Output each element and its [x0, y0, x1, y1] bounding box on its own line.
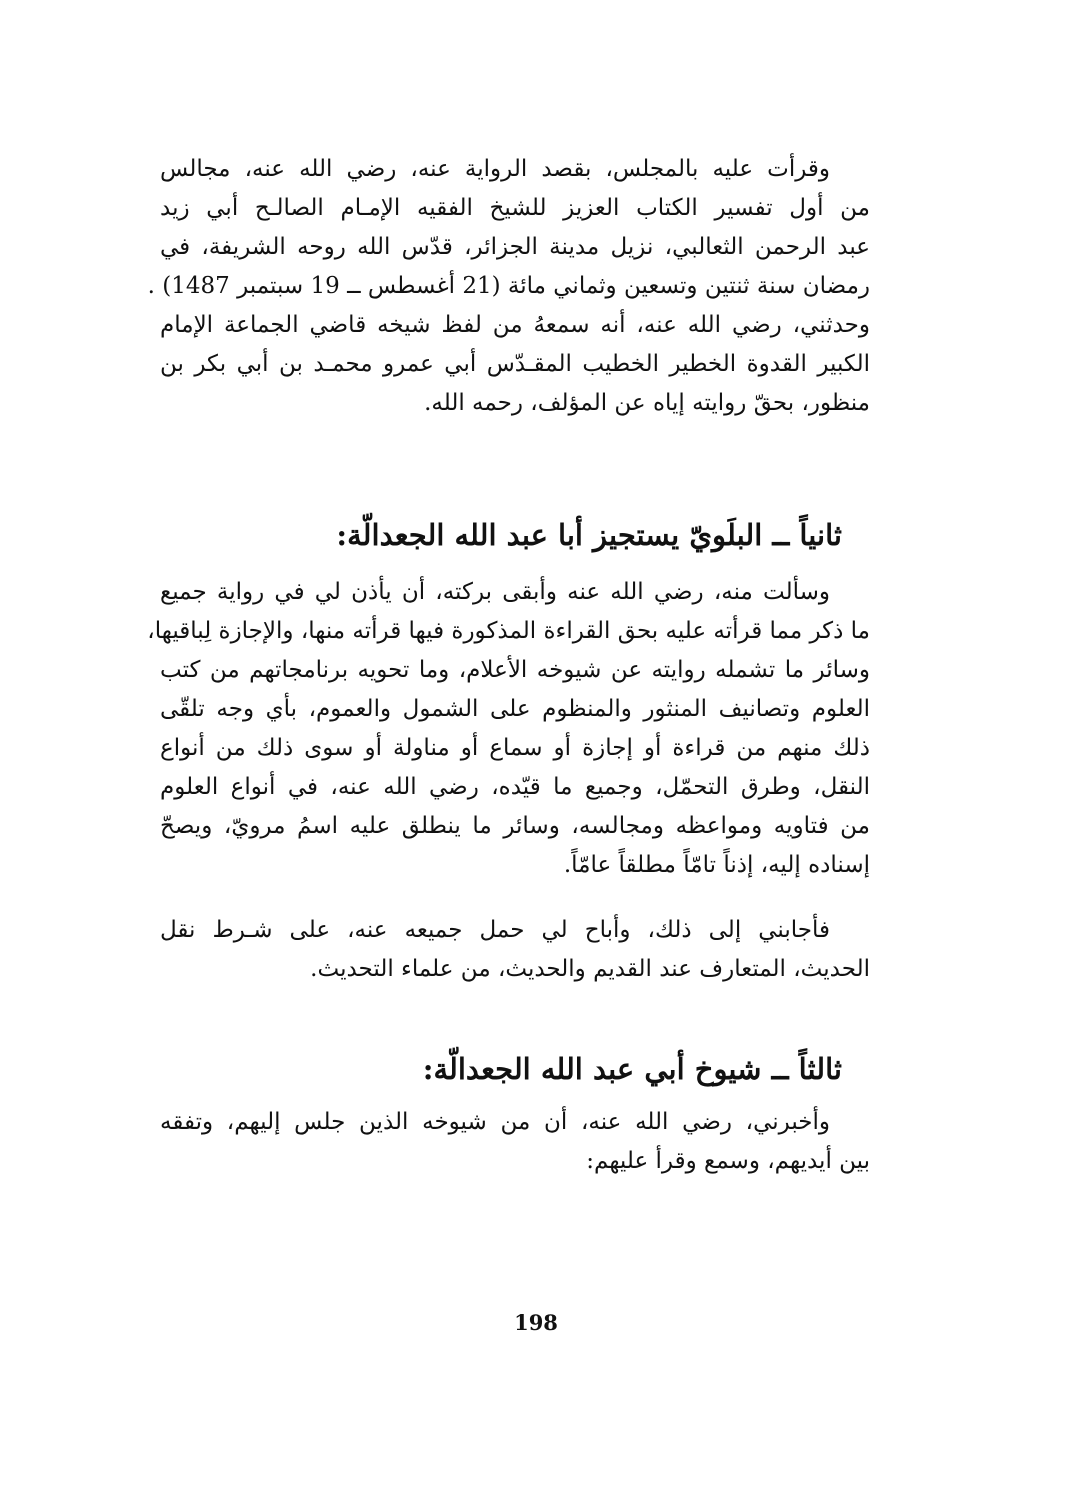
text-line: منظور، بحقّ روايته إياه عن المؤلف، رحمه الله.	[424, 390, 870, 416]
text-line: عبد الرحمن الثعالبي، نزيل مدينة الجزائر، قدّس الله روحه الشريفة، في	[160, 234, 870, 260]
text-line: رمضان سنة ثنتين وتسعين وثماني مائة (21 أغسطس ــ 19 سبتمبر 1487) .	[147, 273, 870, 299]
section-heading-thaniyan: ثانياً ــ البلَويّ يستجيز أبا عبد الله الجعدالّة:	[336, 518, 842, 552]
text-line: وحدثني، رضي الله عنه، أنه سمعهُ من لفظ شيخه قاضي الجماعة الإمام	[160, 312, 870, 338]
text-line: النقل، وطرق التحمّل، وجميع ما قيّده، رضي الله عنه، في أنواع العلوم	[160, 774, 870, 800]
paragraph-shuyukh	[160, 1103, 870, 1181]
text-line: بين أيديهم، وسمع وقرأ عليهم:	[586, 1148, 870, 1174]
text-line: من أول تفسير الكتاب العزيز للشيخ الفقيه الإمـام الصالـح أبي زيد	[160, 195, 870, 221]
text-line: وسألت منه، رضي الله عنه وأبقى بركته، أن يأذن لي في رواية جميع	[160, 579, 830, 605]
text-line: ما ذكر مما قرأته عليه بحق القراءة المذكورة فيها قرأته منها، والإجازة لِباقيها،	[147, 618, 870, 644]
text-line: فأجابني إلى ذلك، وأباح لي حمل جميعه عنه، على شـرط نقل	[160, 917, 830, 943]
text-line: وسائر ما تشمله روايته عن شيوخه الأعلام، وما تحويه برنامجاتهم من كتب	[160, 657, 870, 683]
paragraph-riwaya-tafsir	[147, 142, 870, 423]
text-line: الحديث، المتعارف عند القديم والحديث، من علماء التحديث.	[310, 956, 870, 982]
text-line: العلوم وتصانيف المنثور والمنظوم على الشمول والعموم، بأي وجه تلقّى	[160, 696, 870, 722]
page-body	[147, 142, 870, 1181]
text-line: وقرأت عليه بالمجلس، بقصد الرواية عنه، رضي الله عنه، مجالس	[160, 156, 830, 182]
text-line: الكبير القدوة الخطير الخطيب المقـدّس أبي عمرو محمـد بن أبي بكر بن	[160, 351, 870, 377]
text-line: ذلك منهم من قراءة أو إجازة أو سماع أو مناولة أو سوى ذلك من أنواع	[160, 735, 870, 761]
text-line: وأخبرني، رضي الله عنه، أن من شيوخه الذين جلس إليهم، وتفقه	[160, 1109, 830, 1135]
text-line: من فتاويه ومواعظه ومجالسه، وسائر ما ينطلق عليه اسمُ مرويّ، ويصحّ	[160, 813, 870, 839]
paragraph-ijaba	[160, 911, 870, 989]
section-heading-thalithan: ثالثاً ــ شيوخ أبي عبد الله الجعدالّة:	[422, 1052, 842, 1086]
page-number: 198	[514, 1310, 558, 1335]
paragraph-istijaza	[147, 573, 870, 885]
text-line: إسناده إليه، إذناً تامّاً مطلقاً عامّاً.	[563, 852, 870, 878]
